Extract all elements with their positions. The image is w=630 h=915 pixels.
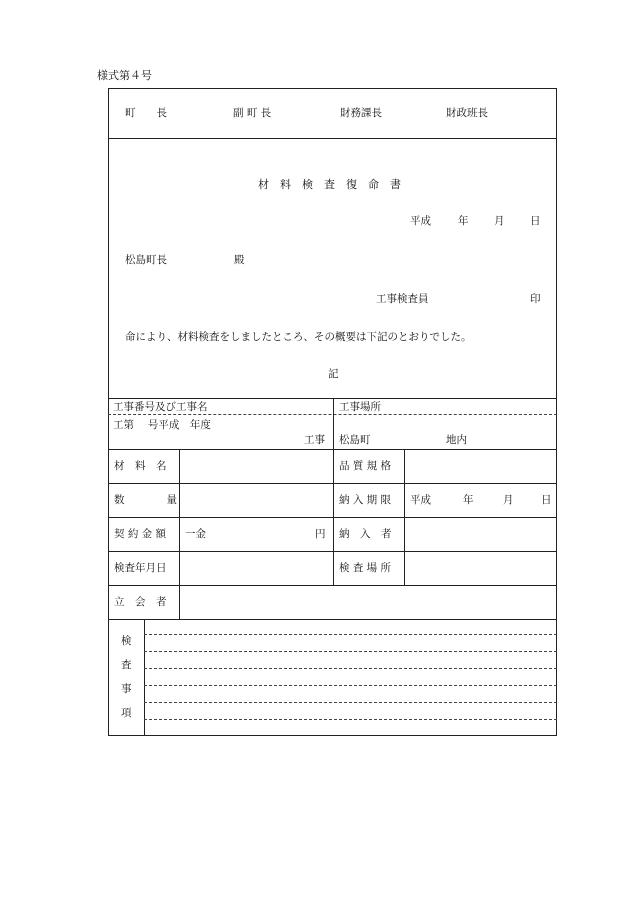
- column-divider: [333, 398, 334, 585]
- inspection-items-char: 検: [121, 635, 132, 647]
- amount-unit: 円: [315, 528, 326, 540]
- ki-mark: 記: [328, 368, 339, 380]
- material-name-label: 材 料 名: [114, 460, 167, 472]
- approval-deputy-mayor: 副 町 長: [233, 107, 272, 119]
- dashed-line: [144, 668, 557, 669]
- amount-prefix: 一金: [185, 528, 206, 540]
- work-suffix: 工事: [304, 434, 325, 446]
- date-month-unit: 月: [494, 215, 505, 227]
- attendee-label: 立 会 者: [114, 596, 167, 608]
- honorific: 殿: [234, 254, 245, 266]
- dashed-line: [144, 702, 557, 703]
- approval-mayor: 町 長: [125, 107, 167, 119]
- dashed-line: [144, 634, 557, 635]
- inspection-items-char: 事: [121, 683, 132, 695]
- column-divider: [404, 449, 405, 585]
- inspection-items-char: 査: [121, 659, 132, 671]
- quality-spec-label: 品 質 規 格: [339, 460, 392, 472]
- date-era: 平成: [410, 215, 431, 227]
- approval-finance-section-chief: 財務課長: [340, 107, 382, 119]
- divider: [108, 585, 557, 586]
- delivery-year-unit: 年: [463, 494, 474, 506]
- inspector-label: 工事検査員: [376, 293, 429, 305]
- approval-finance-group-chief: 財政班長: [446, 107, 488, 119]
- supplier-label: 納 入 者: [339, 528, 392, 540]
- inspection-date-label: 検査年月日: [114, 562, 167, 574]
- document-title: 材 料 検 査 復 命 書: [258, 178, 401, 191]
- work-number-line: 工第 号平成 年度: [113, 419, 211, 431]
- body-text: 命により、材料検査をしましたところ、その概要は下記のとおりでした。: [125, 331, 472, 343]
- date-year-unit: 年: [458, 215, 469, 227]
- divider: [108, 619, 557, 620]
- seal-mark: 印: [530, 293, 541, 305]
- dashed-line: [144, 651, 557, 652]
- work-number-label: 工事番号及び工事名: [113, 401, 208, 413]
- delivery-period-label: 納 入 期 限: [339, 494, 392, 506]
- work-place-label: 工事場所: [339, 401, 381, 413]
- contract-amount-label: 契 約 金 額: [114, 528, 167, 540]
- quantity-label: 数 量: [114, 494, 177, 506]
- divider: [108, 138, 557, 139]
- inspection-items-char: 項: [121, 707, 132, 719]
- area-suffix: 地内: [446, 434, 467, 446]
- column-divider: [179, 449, 180, 619]
- delivery-era: 平成: [410, 494, 431, 506]
- dashed-line: [144, 719, 557, 720]
- delivery-day-unit: 日: [541, 494, 552, 506]
- town-name: 松島町: [339, 434, 371, 446]
- addressee: 松島町長: [125, 254, 167, 266]
- date-day-unit: 日: [530, 215, 541, 227]
- form-number: 様式第４号: [97, 69, 152, 82]
- delivery-month-unit: 月: [503, 494, 514, 506]
- dashed-line: [144, 685, 557, 686]
- inspection-place-label: 検 査 場 所: [339, 562, 392, 574]
